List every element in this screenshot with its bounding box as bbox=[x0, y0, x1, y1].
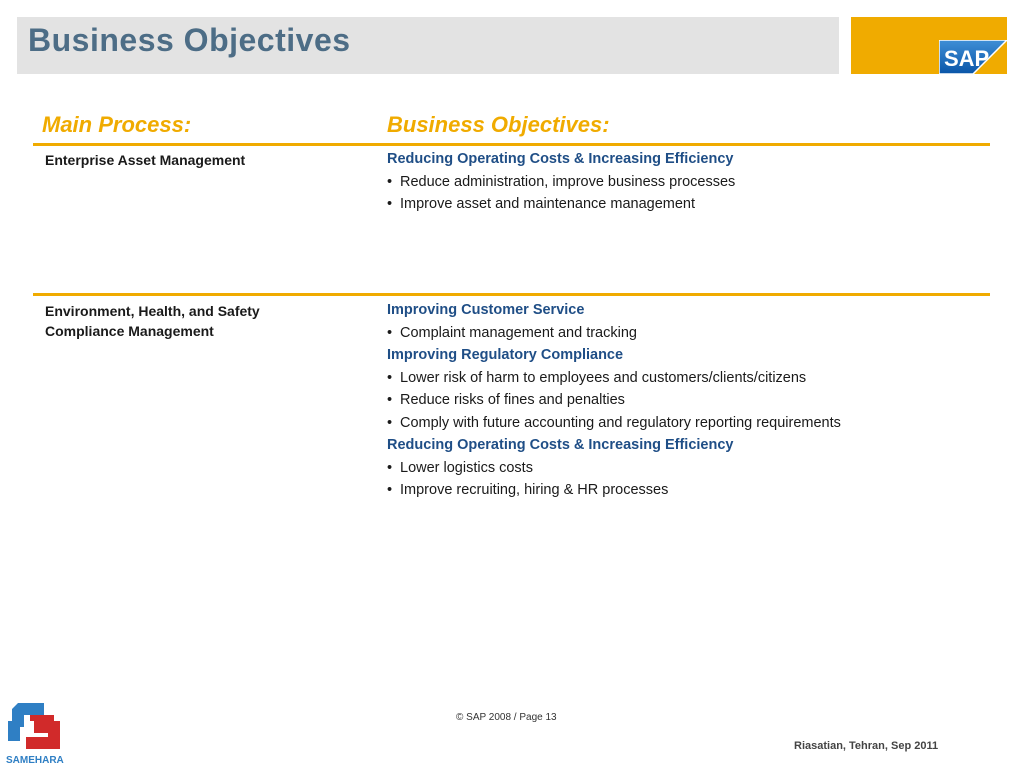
objective-bullet-text: Reduce administration, improve business processes bbox=[400, 173, 736, 190]
objective-bullet-text: Improve recruiting, hiring & HR processes bbox=[400, 482, 669, 498]
objective-bullet bbox=[387, 322, 841, 345]
bullet-icon: • bbox=[387, 324, 393, 341]
objective-bullet bbox=[387, 412, 841, 435]
bullet-icon: • bbox=[387, 482, 393, 498]
col-header-main-process: Main Process: bbox=[42, 112, 192, 137]
objectives-cell bbox=[387, 148, 735, 216]
objective-bullet bbox=[387, 457, 841, 480]
sap-logo-text: SAP bbox=[944, 46, 990, 71]
footer-copyright: © SAP 2008 / Page 13 bbox=[456, 712, 557, 723]
objective-heading: Improving Customer Service bbox=[387, 302, 585, 318]
bullet-icon: • bbox=[387, 392, 393, 408]
bullet-icon: • bbox=[387, 459, 393, 476]
objective-bullet bbox=[387, 171, 735, 194]
sap-logo bbox=[939, 40, 1007, 74]
objective-heading: Reducing Operating Costs & Increasing Efficiency bbox=[387, 437, 734, 453]
bullet-icon: • bbox=[387, 369, 393, 386]
objective-bullet-text: Comply with future accounting and regulatory reporting requirements bbox=[400, 414, 841, 431]
samehara-logo-text: SAMEHARA bbox=[6, 755, 64, 766]
samehara-logo bbox=[4, 697, 68, 767]
objective-heading: Reducing Operating Costs & Increasing Efficiency bbox=[387, 151, 734, 167]
objective-bullet bbox=[387, 389, 841, 412]
objective-bullet-text: Improve asset and maintenance management bbox=[400, 196, 696, 212]
footer-author: Riasatian, Tehran, Sep 2011 bbox=[794, 740, 939, 752]
process-line: Compliance Management bbox=[45, 323, 214, 339]
bullet-icon: • bbox=[387, 173, 393, 190]
row-divider bbox=[33, 143, 990, 146]
col-header-business-objectives: Business Objectives: bbox=[387, 112, 610, 137]
objective-heading: Improving Regulatory Compliance bbox=[387, 347, 624, 363]
bullet-icon: • bbox=[387, 414, 393, 431]
objective-bullet bbox=[387, 367, 841, 390]
objective-bullet bbox=[387, 193, 735, 216]
objective-bullet-text: Lower risk of harm to employees and customers/clients/citizens bbox=[400, 369, 807, 386]
objective-bullet-text: Complaint management and tracking bbox=[400, 324, 637, 341]
bullet-icon: • bbox=[387, 196, 393, 212]
process-line: Enterprise Asset Management bbox=[45, 152, 246, 168]
page-title: Business Objectives bbox=[28, 22, 351, 58]
process-line: Environment, Health, and Safety bbox=[45, 303, 260, 319]
objective-bullet-text: Reduce risks of fines and penalties bbox=[400, 392, 625, 408]
process-cell bbox=[45, 301, 260, 341]
process-cell bbox=[45, 150, 245, 170]
row-divider bbox=[33, 293, 990, 296]
objective-bullet-text: Lower logistics costs bbox=[400, 459, 533, 476]
objectives-cell bbox=[387, 299, 841, 502]
objective-bullet bbox=[387, 479, 841, 502]
